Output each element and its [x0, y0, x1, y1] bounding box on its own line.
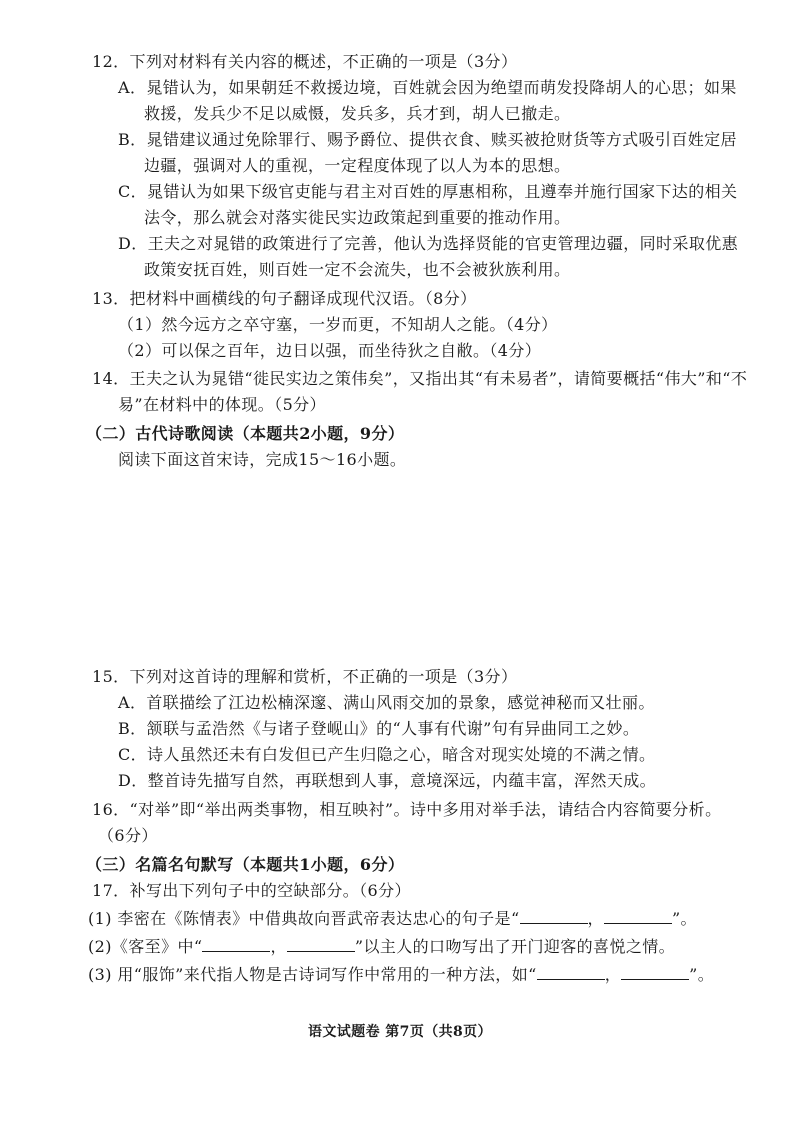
q12-option-c-line2: 法令，那么就会对落实徙民实边政策起到重要的推动作用。	[144, 208, 571, 227]
q12-option-a-line1: A．晁错认为，如果朝廷不救援边境，百姓就会因为绝望而萌发投降胡人的心思；如果	[118, 78, 737, 97]
q17-sentence-1: (1) 李密在《陈情表》中借典故向晋武帝表达忠心的句子是“ ， ”。	[88, 909, 697, 928]
q14-line1: 14．王夫之认为晁错“徙民实边之策伟矣”，又指出其“有未易者”，请简要概括“伟大”和“不	[92, 369, 748, 388]
q14-line2: 易”在材料中的体现。（5分）	[118, 395, 326, 414]
page-footer: 语文试题卷 第7页（共8页）	[308, 1024, 492, 1040]
q17-stem: 17．补写出下列句子中的空缺部分。（6分）	[92, 881, 411, 900]
q13-sentence-2: （2）可以保之百年，边日以强，而坐待狄之自敝。（4分）	[118, 341, 542, 360]
q17-sentence-3: (3) 用“服饰”来代指人物是古诗词写作中常用的一种方法，如“ ， ”。	[88, 965, 715, 984]
section2-intro: 阅读下面这首宋诗，完成15～16小题。	[118, 450, 407, 469]
answer-blank[interactable]	[520, 909, 588, 924]
q15-option-b: B．颔联与孟浩然《与诸子登岘山》的“人事有代谢”句有异曲同工之妙。	[118, 719, 640, 738]
answer-blank[interactable]	[537, 965, 605, 980]
q12-option-d-line2: 政策安抚百姓，则百姓一定不会流失，也不会被狄族利用。	[144, 260, 571, 279]
q12-option-b-line2: 边疆，强调对人的重视，一定程度体现了以人为本的思想。	[144, 156, 571, 175]
q13-stem: 13．把材料中画横线的句子翻译成现代汉语。（8分）	[92, 289, 477, 308]
q12-stem: 12．下列对材料有关内容的概述，不正确的一项是（3分）	[92, 52, 518, 71]
q15-option-c: C．诗人虽然还未有白发但已产生归隐之心，暗含对现实处境的不满之情。	[118, 745, 656, 764]
q17-sentence-2: (2)《客至》中“ ， ”以主人的口吻写出了开门迎客的喜悦之情。	[88, 937, 676, 956]
answer-blank[interactable]	[604, 909, 672, 924]
q12-option-c-line1: C．晁错认为如果下级官吏能与君主对百姓的厚惠相称，且遵奉并施行国家下达的相关	[118, 182, 738, 201]
section2-header: （二）古代诗歌阅读（本题共2小题，9分）	[86, 424, 405, 443]
q13-sentence-1: （1）然今远方之卒守塞，一岁而更，不知胡人之能。（4分）	[118, 315, 558, 334]
answer-blank[interactable]	[287, 937, 355, 952]
q12-option-d-line1: D．王夫之对晁错的政策进行了完善，他认为选择贤能的官吏管理边疆，同时采取优惠	[118, 234, 739, 253]
q12-option-b-line1: B．晁错建议通过免除罪行、赐予爵位、提供衣食、赎买被抢财货等方式吸引百姓定居	[118, 130, 737, 149]
q15-stem: 15．下列对这首诗的理解和赏析，不正确的一项是（3分）	[92, 667, 518, 686]
q15-option-d: D．整首诗先描写自然，再联想到人事，意境深远，内蕴丰富，浑然天成。	[118, 771, 657, 790]
q16-line1: 16．“对举”即“举出两类事物，相互映衬”。诗中多用对举手法，请结合内容简要分析。	[92, 800, 722, 819]
section3-header: （三）名篇名句默写（本题共1小题，6分）	[86, 855, 405, 874]
q12-option-a-line2: 救援，发兵少不足以威慑，发兵多，兵才到，胡人已撤走。	[144, 104, 571, 123]
answer-blank[interactable]	[621, 965, 689, 980]
answer-blank[interactable]	[202, 937, 270, 952]
q15-option-a: A．首联描绘了江边松楠深邃、满山风雨交加的景象，感觉神秘而又壮丽。	[118, 693, 655, 712]
q16-line2: （6分）	[98, 826, 158, 845]
